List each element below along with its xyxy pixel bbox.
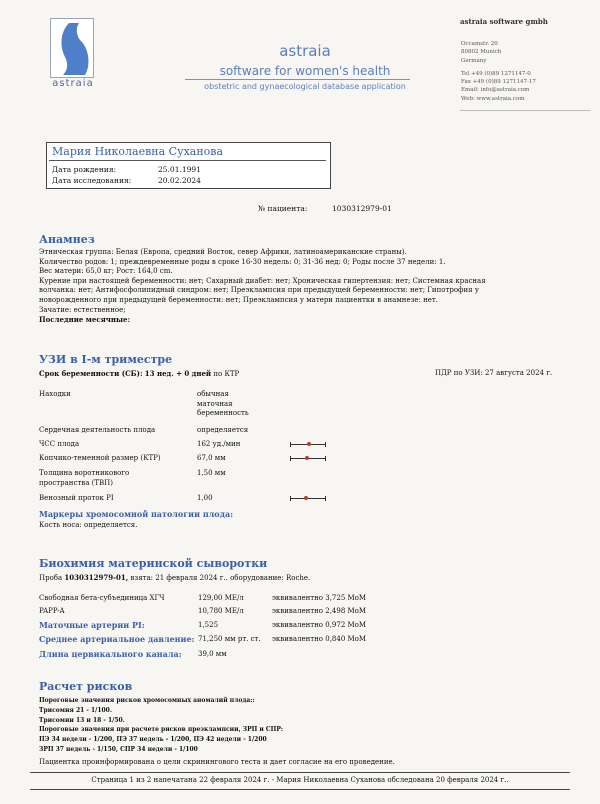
dob-label: Дата рождения: (52, 165, 117, 174)
us-row-label: Венозный проток PI (39, 494, 114, 502)
exam-date-value: 20.02.2024 (158, 176, 201, 185)
patient-name-divider (49, 160, 326, 161)
bio-row-mom: эквивалентно 0,972 MoM (272, 621, 367, 629)
gauge-tick (290, 442, 291, 447)
bio-row-value: 10,780 МЕ/л (198, 607, 244, 615)
bio-row-label: PAPP-A (39, 607, 65, 615)
address-line: Web: www.astraia.com (461, 95, 525, 102)
company-name: astraia software gmbh (460, 17, 548, 26)
risk-line: ЗРП 37 недель - 1/150, СПР 34 недели - 1/100 (39, 745, 198, 753)
ga-value: 13 нед. + 0 дней (144, 369, 212, 378)
brand-tagline: software for women's health (219, 64, 391, 78)
address-line: Germany (461, 57, 487, 64)
bio-row-label: Свободная бета-субъединица ХГЧ (39, 594, 165, 602)
us-row-label: Толщина воротникового (39, 469, 130, 477)
gauge-marker (307, 442, 311, 446)
astraia-logo (50, 18, 94, 78)
bio-row-label: Среднее артериальное давление: (39, 634, 195, 644)
page-footer: Страница 1 из 2 напечатана 22 февраля 2024 г. - Мария Николаевна Суханова обследована 20 февраля 2024 г.. (91, 776, 509, 784)
risk-line: ПЭ 34 недели - 1/200, ПЭ 37 недель - 1/200, ПЭ 42 недели - 1/200 (39, 736, 267, 744)
gauge-line (290, 498, 326, 499)
address-line: Email: info@astraia.com (461, 87, 530, 94)
us-row-value: определяется (197, 426, 249, 434)
anamnesis-line: Этническая группа: Белая (Европа, средний Восток, север Африки, латиноамериканские страны). (39, 248, 407, 256)
address-line: 80802 Munich (461, 49, 502, 56)
findings-value (197, 390, 249, 419)
gauge-tick (290, 496, 291, 501)
gauge-tick (325, 442, 326, 447)
us-row-label: Копчико-теменной размер (КТР) (39, 454, 161, 462)
anamnesis-line: Вес матери: 65,0 кг; Рост: 164,0 cm. (39, 267, 173, 276)
anamnesis-line: Курение при настоящей беременности: нет; Сахарный диабет: нет; Хроническая гипертензия: нет; Системная красная (39, 276, 486, 285)
patient-id-label: № пациента: (258, 204, 308, 213)
anamnesis-title: Анамнез (39, 233, 95, 246)
consent-text: Пациентка проинформирована о цели скринингового теста и дает согласие на его проведение. (39, 758, 395, 766)
edd: ПДР по УЗИ: 27 августа 2024 г. (435, 369, 553, 377)
nasal-bone: Кость носа: определяется. (39, 521, 138, 529)
findings-label: Находки (39, 390, 71, 398)
gauge-tick (290, 456, 291, 461)
bio-row-value: 129,00 МЕ/л (198, 594, 244, 602)
biochem-title: Биохимия материнской сыворотки (39, 557, 268, 570)
exam-date-label: Дата исследования: (52, 176, 132, 185)
bio-row-value: 39,0 мм (198, 650, 227, 658)
last-menses-label: Последние месячные: (39, 315, 131, 325)
footer-rule (30, 772, 570, 773)
us-row-value: 1,00 (197, 494, 213, 502)
address-line: Occamstr. 20 (461, 41, 498, 47)
bio-row-value: 1,525 (198, 621, 219, 629)
ga-label: Срок беременности (СБ): (39, 369, 143, 378)
gestational-age (39, 369, 239, 380)
risk-line: Трисомии 13 и 18 - 1/50. (39, 716, 125, 724)
risk-line: Пороговые значения при расчете рисков преэклампсии, ЗРП и СПР: (39, 726, 284, 734)
us-row-label: ЧСС плода (39, 440, 80, 448)
patient-name: Мария Николаевна Суханова (52, 145, 224, 158)
gauge-tick (325, 456, 326, 461)
ga-suffix: по КТР (213, 370, 240, 378)
us1-title: УЗИ в I-м триместре (39, 353, 173, 366)
sample-info (39, 573, 310, 584)
risks-title: Расчет рисков (39, 680, 133, 693)
us-row-value: 67,0 мм (197, 454, 226, 462)
logo-figure-icon (51, 19, 93, 77)
anamnesis-text (39, 248, 579, 325)
risk-line: Пороговые значения рисков хромосомных аномалий плода:: (39, 697, 255, 704)
findings-value-line: беременность (197, 409, 249, 417)
bio-row-value: 71,250 мм рт. ст. (198, 635, 261, 643)
header-rule (460, 110, 590, 111)
address-line: Fax +49 (0)89 1271147-17 (461, 79, 536, 86)
gauge-tick (325, 496, 326, 501)
findings-value-line: маточная (197, 399, 233, 408)
gauge-marker (305, 456, 309, 460)
bio-row-mom: эквивалентно 0,840 MoM (272, 635, 367, 643)
brand-name: astraia (279, 42, 331, 60)
findings-value-line: обычная (197, 390, 229, 398)
brand-subtitle: obstetric and gynaecological database application (204, 82, 406, 91)
risk-line: Трисомия 21 - 1/100. (39, 706, 112, 714)
anamnesis-line: Зачатие: естественное; (39, 305, 126, 314)
bio-row-mom: эквивалентно 3,725 MoM (272, 594, 367, 602)
gauge-marker (304, 496, 308, 500)
bio-row-label: Маточные артерии PI: (39, 620, 145, 630)
address-line: Tel +49 (0)89 1271147-0 (461, 70, 531, 77)
bio-row-mom: эквивалентно 2,498 MoM (272, 607, 367, 615)
dob-value: 25.01.1991 (158, 165, 201, 174)
risk-thresholds (39, 696, 283, 755)
sample-id: 1030312979-01, (64, 573, 129, 582)
anamnesis-line: новорожденного при предыдущей беременности: нет; Преэклампсия у матери пациентки в анамнезе: нет. (39, 295, 439, 304)
sample-prefix: Проба (39, 574, 65, 582)
anamnesis-line: волчанка: нет; Антифосфолипидный синдром: нет; Преэклампсия при предыдущей беременности: нет; Гипотрофия у (39, 286, 479, 295)
us-row-value: 1,50 мм (197, 469, 226, 477)
brand-divider (185, 79, 410, 80)
logo-word: astraia (52, 78, 94, 89)
us-row-label: пространства (ТВП) (39, 479, 113, 487)
patient-id-value: 1030312979-01 (332, 204, 392, 213)
company-address (461, 40, 536, 103)
footer-rule (30, 789, 570, 790)
anamnesis-line: Количество родов: 1; преждевременные роды в сроке 16-30 недель: 0; 31-36 нед: 0; Роды после 37 недели: 1. (39, 257, 446, 266)
bio-row-label: Длина цервикального канала: (39, 649, 182, 659)
us-row-label: Сердечная деятельность плода (39, 426, 156, 434)
us-row-value: 162 уд./мин (197, 440, 241, 448)
sample-rest: взята: 21 февраля 2024 г.. оборудование: Roche. (128, 574, 311, 582)
markers-title: Маркеры хромосомной патологии плода: (39, 509, 234, 519)
